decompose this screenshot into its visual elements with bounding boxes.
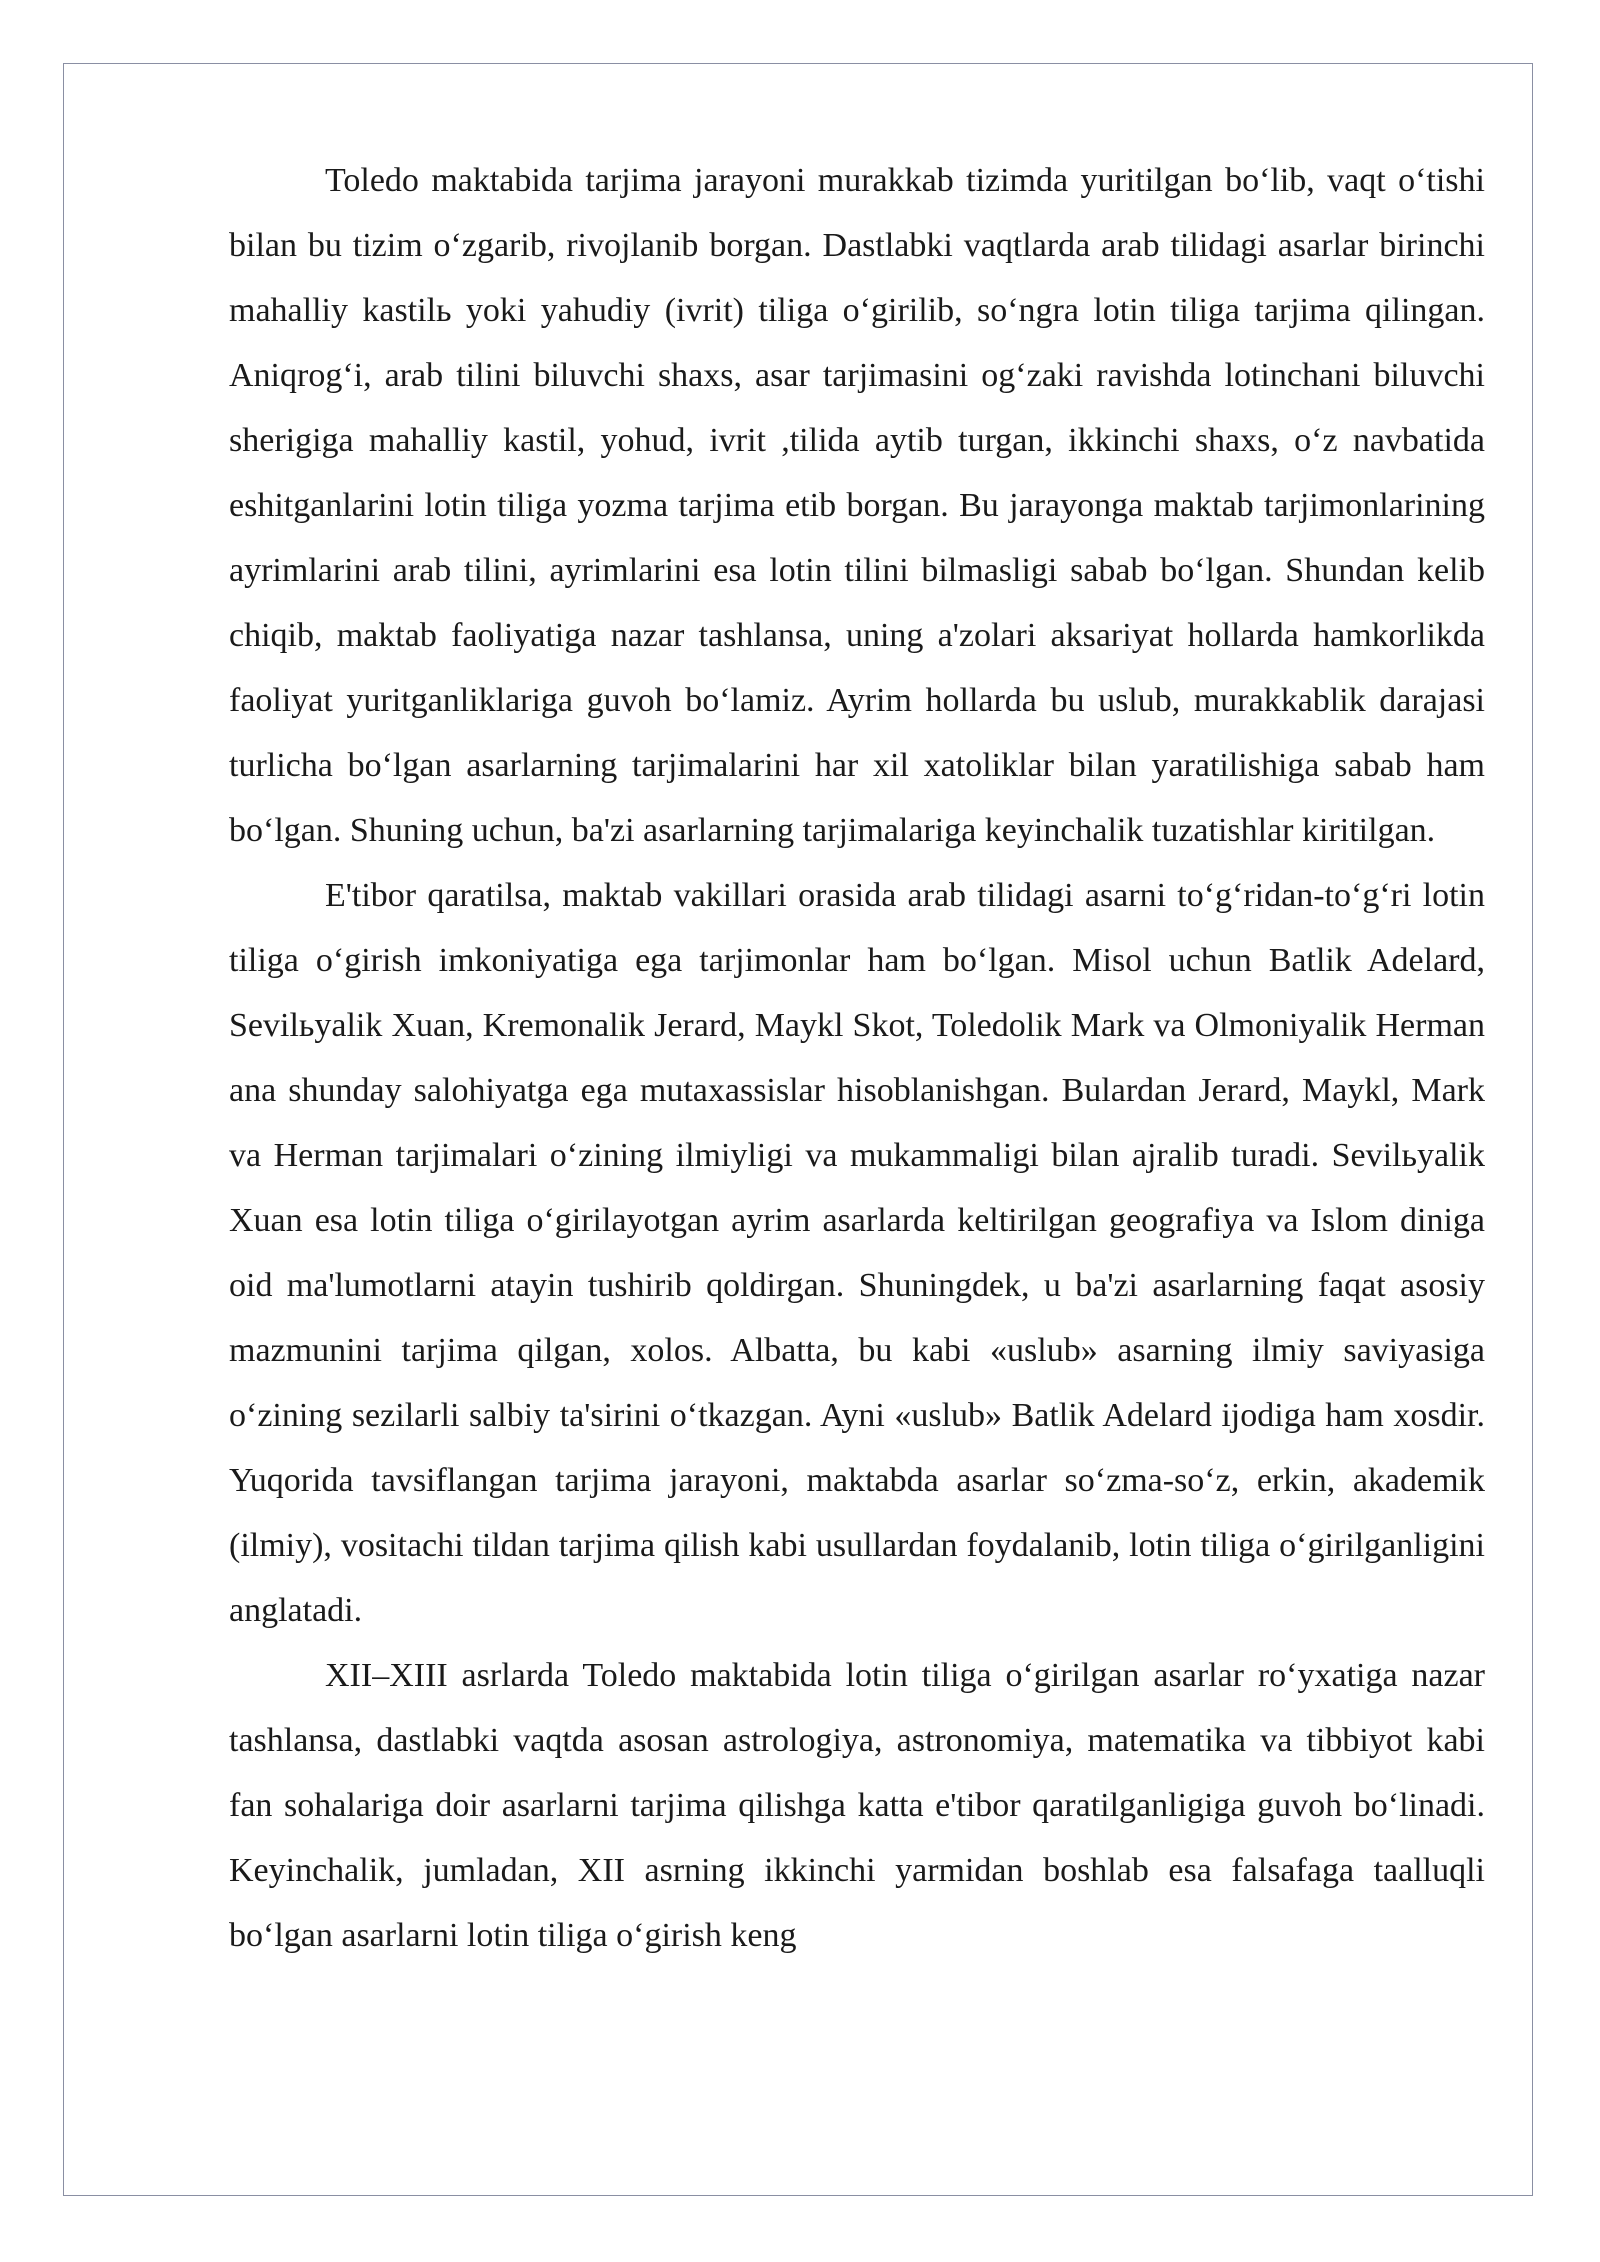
paragraph-2: E'tibor qaratilsa, maktab vakillari orasida arab tilidagi asarni to‘g‘ridan-to‘g‘ri lotin tiliga o‘girish imkoniyatiga ega tarjimonlar ham bo‘lgan. Misol uchun Batlik Adelard, Sevilьyalik Xuan, Kremonalik Jerard, Maykl Skot, Toledolik Mark va Olmoniyalik Herman ana shunday salohiyatga ega mutaxassislar hisoblanishgan. Bulardan Jerard, Maykl, Mark va Herman tarjimalari o‘zining ilmiyligi va mukammaligi bilan ajralib turadi. Sevilьyalik Xuan esa lotin tiliga o‘girilayotgan ayrim asarlarda keltirilgan geografiya va Islom diniga oid ma'lumotlarni atayin tushirib qoldirgan. Shuningdek, u ba'zi asarlarning faqat asosiy mazmunini tarjima qilgan, xolos. Albatta, bu kabi «uslub» asarning ilmiy saviyasiga o‘zining sezilarli salbiy ta'sirini o‘tkazgan. Ayni «uslub» Batlik Adelard ijodiga ham xosdir. Yuqorida tavsiflangan tarjima jarayoni, maktabda asarlar so‘zma-so‘z, erkin, akademik (ilmiy), vositachi tildan tarjima qilish kabi usullardan foydalanib, lotin tiliga o‘girilganligini anglatadi. bbox=[229, 877, 1485, 1629]
paragraph-3: XII–XIII asrlarda Toledo maktabida lotin tiliga o‘girilgan asarlar ro‘yxatiga nazar tashlansa, dastlabki vaqtda asosan astrologiya, astronomiya, matematika va tibbiyot kabi fan sohalariga doir asarlarni tarjima qilishga katta e'tibor qaratilganligiga guvoh bo‘linadi. Keyinchalik, jumladan, XII asrning ikkinchi yarmidan boshlab esa falsafaga taalluqli bo‘lgan asarlarni lotin tiliga o‘girish keng bbox=[229, 1657, 1485, 1954]
paragraph-1: Toledo maktabida tarjima jarayoni murakkab tizimda yuritilgan bo‘lib, vaqt o‘tishi bilan bu tizim o‘zgarib, rivojlanib borgan. Dastlabki vaqtlarda arab tilidagi asarlar birinchi mahalliy kastilь yoki yahudiy (ivrit) tiliga o‘girilib, so‘ngra lotin tiliga tarjima qilingan. Aniqrog‘i, arab tilini biluvchi shaxs, asar tarjimasini og‘zaki ravishda lotinchani biluvchi sherigiga mahalliy kastil, yohud, ivrit ,tilida aytib turgan, ikkinchi shaxs, o‘z navbatida eshitganlarini lotin tiliga yozma tarjima etib borgan. Bu jarayonga maktab tarjimonlarining ayrimlarini arab tilini, ayrimlarini esa lotin tilini bilmasligi sabab bo‘lgan. Shundan kelib chiqib, maktab faoliyatiga nazar tashlansa, uning a'zolari aksariyat hollarda hamkorlikda faoliyat yuritganliklariga guvoh bo‘lamiz. Ayrim hollarda bu uslub, murakkablik darajasi turlicha bo‘lgan asarlarning tarjimalarini har xil xatoliklar bilan yaratilishiga sabab ham bo‘lgan. Shuning uchun, ba'zi asarlarning tarjimalariga keyinchalik tuzatishlar kiritilgan. bbox=[229, 162, 1485, 849]
document-body bbox=[229, 148, 1485, 1968]
